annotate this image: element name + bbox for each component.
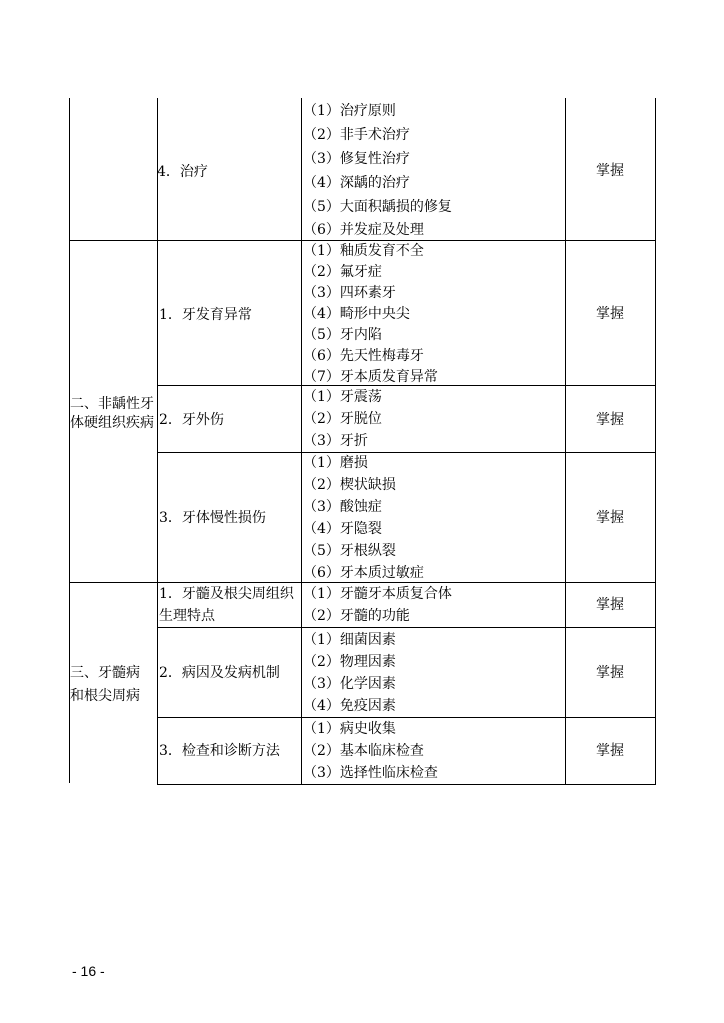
section-title: 体硬组织疾病 bbox=[70, 415, 154, 431]
requirement-label: 掌握 bbox=[596, 743, 624, 759]
detail-text: （4）深龋的治疗 bbox=[303, 175, 410, 191]
detail-text: （3）酸蚀症 bbox=[303, 499, 382, 515]
detail-text: （3）化学因素 bbox=[303, 676, 396, 692]
row-border bbox=[157, 385, 656, 386]
table-border-col2 bbox=[157, 98, 158, 784]
detail-text: （2）氟牙症 bbox=[303, 264, 382, 280]
detail-text: （4）畸形中央尖 bbox=[303, 306, 410, 322]
row-border bbox=[157, 627, 656, 628]
table-border-right bbox=[655, 98, 656, 784]
detail-text: （3）四环素牙 bbox=[303, 285, 396, 301]
detail-text: （3）牙折 bbox=[303, 433, 368, 449]
table-border-col3 bbox=[301, 98, 302, 784]
detail-text: （2）非手术治疗 bbox=[303, 127, 410, 143]
detail-text: （4）牙隐裂 bbox=[303, 521, 382, 537]
row-border bbox=[157, 784, 656, 785]
requirement-label: 掌握 bbox=[596, 510, 624, 526]
detail-text: （1）牙髓牙本质复合体 bbox=[303, 586, 452, 602]
detail-text: （6）先天性梅毒牙 bbox=[303, 348, 424, 364]
item-label: 3．检查和诊断方法 bbox=[159, 743, 280, 759]
detail-text: （6）牙本质过敏症 bbox=[303, 565, 424, 581]
section-title: 和根尖周病 bbox=[70, 688, 140, 704]
requirement-label: 掌握 bbox=[596, 665, 624, 681]
detail-text: （3）修复性治疗 bbox=[303, 151, 410, 167]
detail-text: （2）基本临床检查 bbox=[303, 743, 424, 759]
item-label: 2．牙外伤 bbox=[159, 412, 224, 428]
detail-text: （4）免疫因素 bbox=[303, 698, 396, 714]
page-number: - 16 - bbox=[72, 963, 105, 979]
row-border bbox=[157, 717, 656, 718]
detail-text: （1）细菌因素 bbox=[303, 632, 396, 648]
row-border bbox=[69, 582, 656, 583]
item-label: 4．治疗 bbox=[157, 164, 208, 180]
detail-text: （1）牙震荡 bbox=[303, 389, 382, 405]
requirement-label: 掌握 bbox=[596, 163, 624, 179]
detail-text: （1）釉质发育不全 bbox=[303, 243, 424, 259]
row-border bbox=[157, 452, 656, 453]
requirement-label: 掌握 bbox=[596, 306, 624, 322]
item-label: 1．牙髓及根尖周组织 bbox=[159, 586, 294, 602]
detail-text: （2）楔状缺损 bbox=[303, 477, 396, 493]
detail-text: （1）磨损 bbox=[303, 455, 368, 471]
detail-text: （1）病史收集 bbox=[303, 721, 396, 737]
row-border bbox=[69, 240, 656, 241]
section-title: 二、非龋性牙 bbox=[70, 396, 154, 412]
item-label: 3．牙体慢性损伤 bbox=[159, 510, 266, 526]
section-title: 三、牙髓病 bbox=[70, 665, 140, 681]
requirement-label: 掌握 bbox=[596, 412, 624, 428]
detail-text: （2）物理因素 bbox=[303, 654, 396, 670]
detail-text: （6）并发症及处理 bbox=[303, 222, 424, 238]
detail-text: （5）大面积龋损的修复 bbox=[303, 199, 452, 215]
requirement-label: 掌握 bbox=[596, 597, 624, 613]
detail-text: （5）牙根纵裂 bbox=[303, 543, 396, 559]
detail-text: （1）治疗原则 bbox=[303, 103, 396, 119]
detail-text: （7）牙本质发育异常 bbox=[303, 369, 438, 385]
table-border-col4 bbox=[565, 98, 566, 784]
detail-text: （2）牙髓的功能 bbox=[303, 608, 410, 624]
detail-text: （5）牙内陷 bbox=[303, 327, 382, 343]
detail-text: （2）牙脱位 bbox=[303, 411, 382, 427]
item-label: 1．牙发育异常 bbox=[159, 307, 252, 323]
item-label: 生理特点 bbox=[159, 608, 215, 624]
item-label: 2．病因及发病机制 bbox=[159, 665, 280, 681]
detail-text: （3）选择性临床检查 bbox=[303, 765, 438, 781]
